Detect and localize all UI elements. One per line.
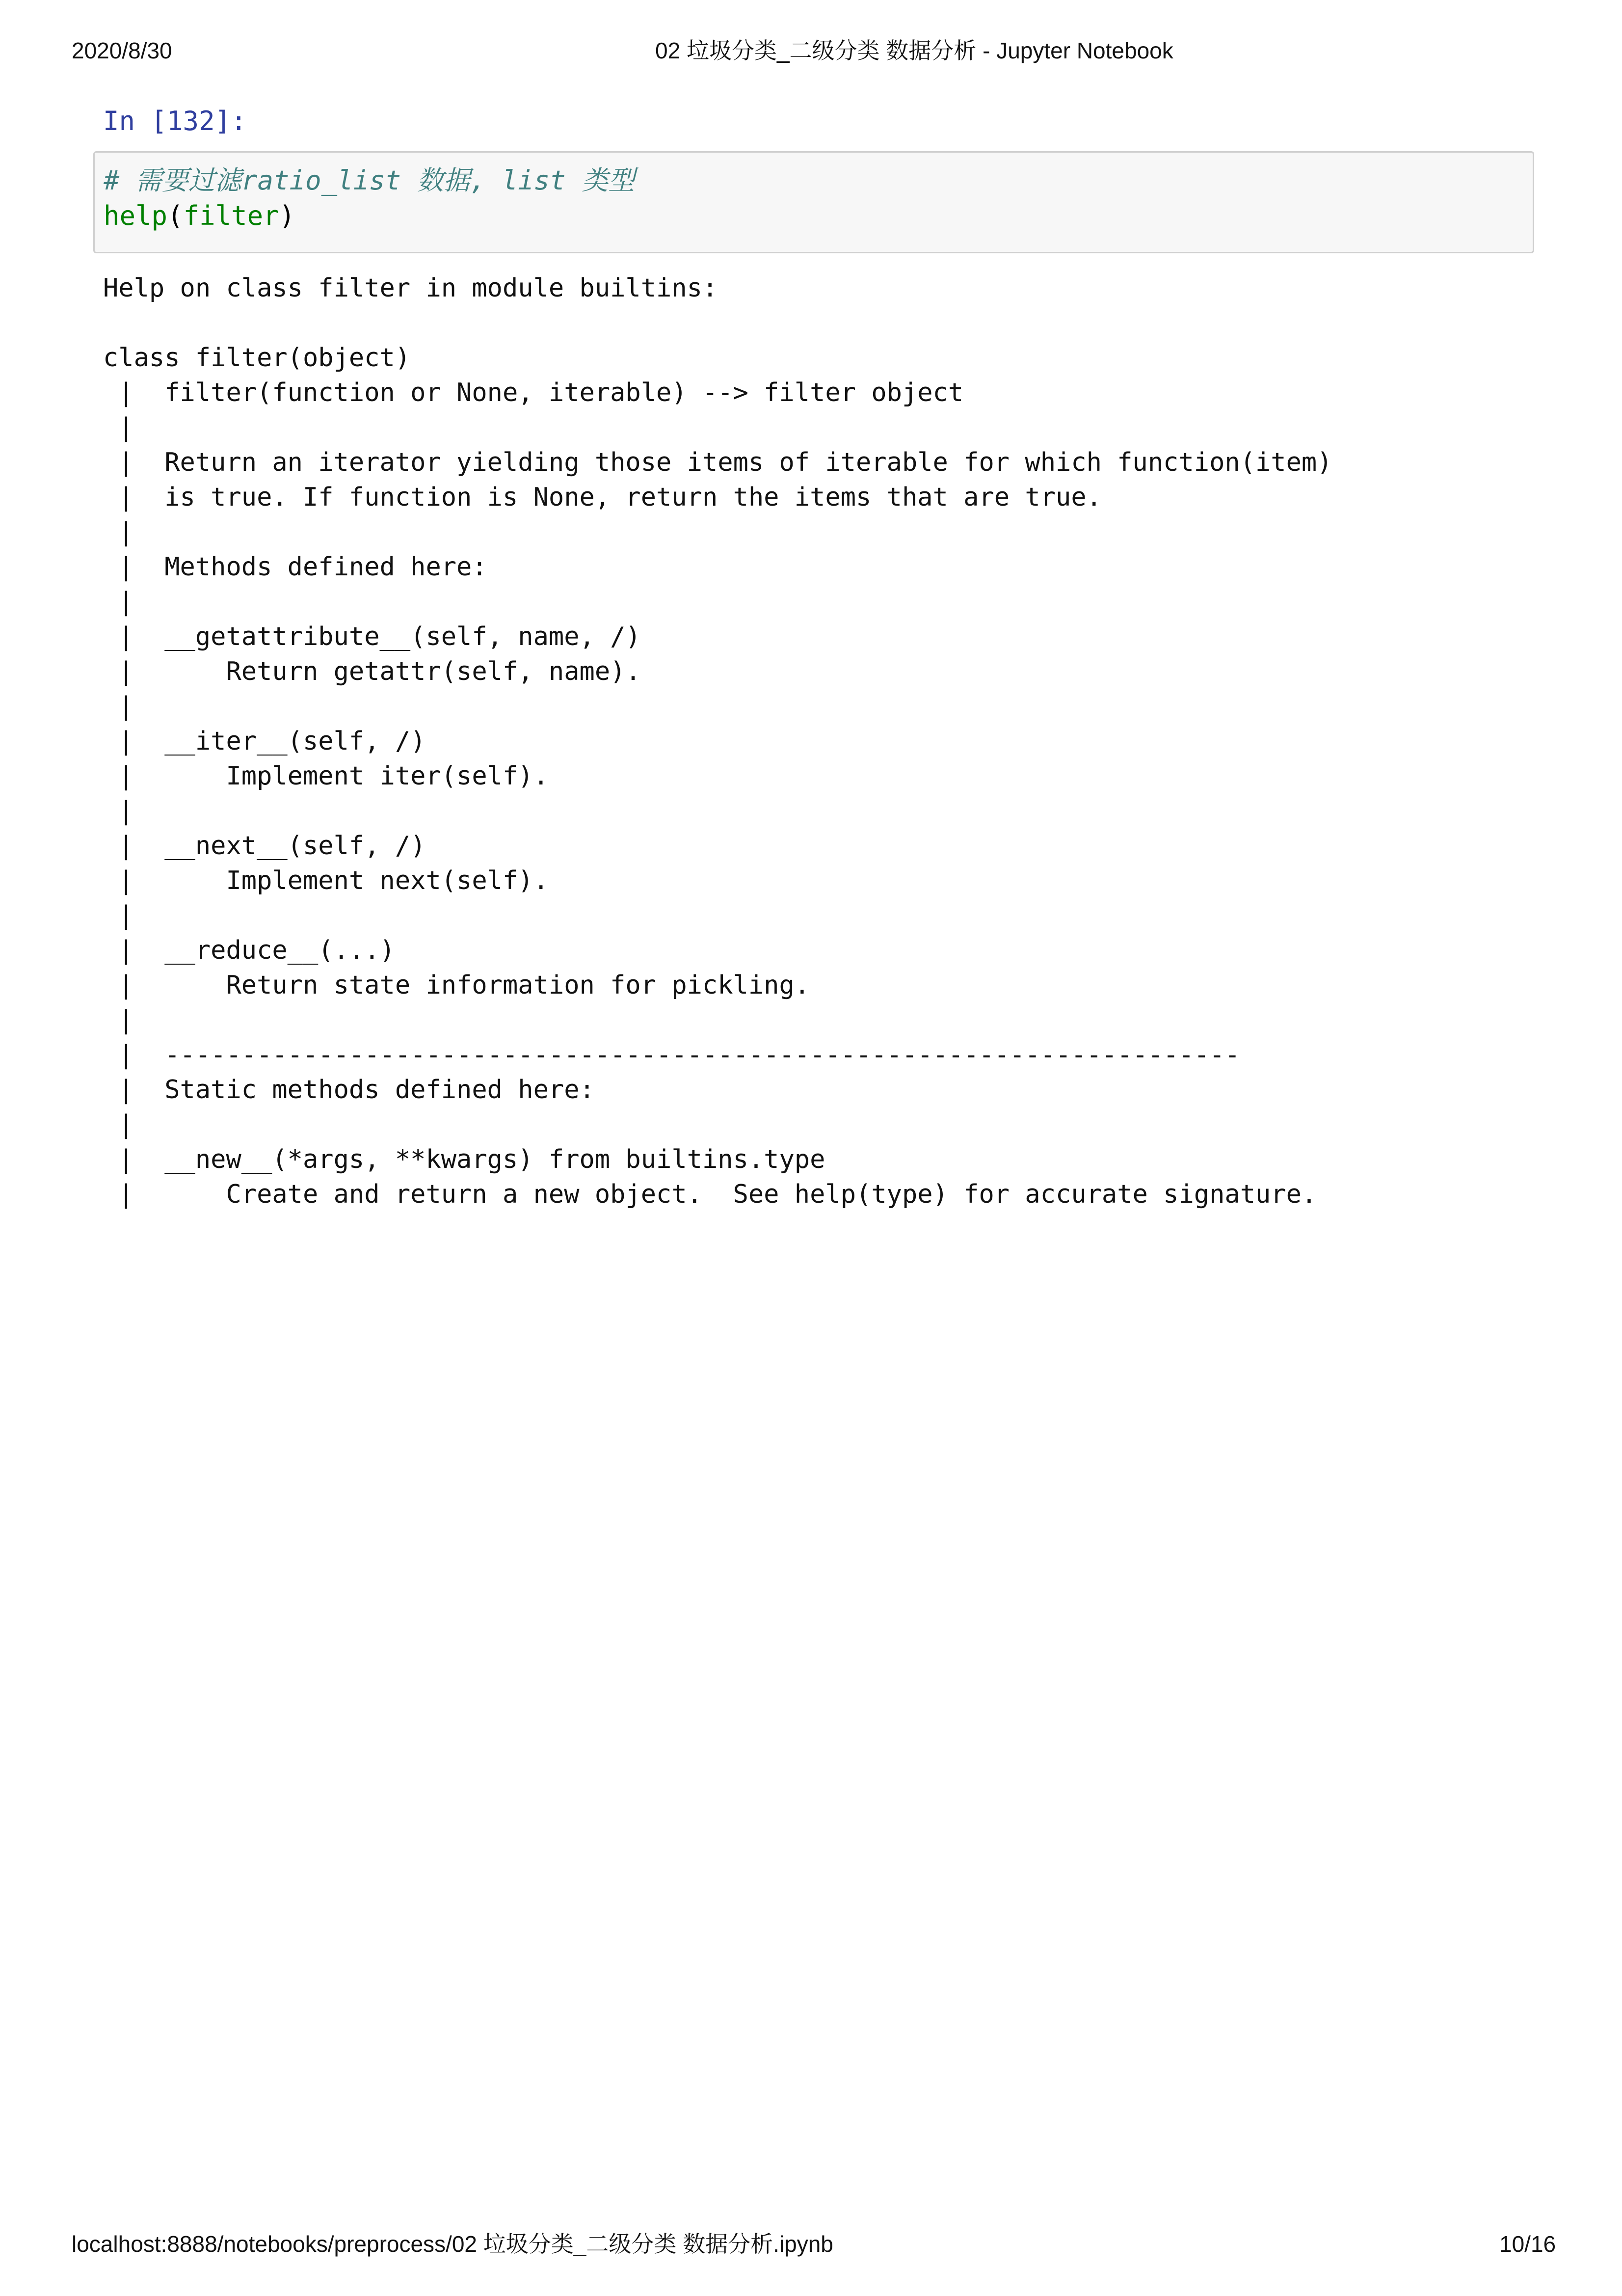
output-line: | __next__(self, /) [103,831,426,861]
output-line: | ---------------------------------------------------------------------- [103,1040,1240,1070]
output-line: | [103,1005,165,1035]
output-line: | Methods defined here: [103,552,487,582]
output-line: | [103,413,165,442]
output-line: | [103,692,165,721]
output-line: | Return getattr(self, name). [103,657,641,686]
output-line: | Implement iter(self). [103,761,549,791]
output-line: | is true. If function is None, return the items that are true. [103,483,1102,512]
code-paren-close: ) [279,200,295,231]
print-date: 2020/8/30 [72,38,172,63]
output-line: | [103,796,165,826]
output-line: | Create and return a new object. See help(type) for accurate signature. [103,1180,1317,1209]
page-number: 10/16 [1499,2231,1556,2257]
output-line: class filter(object) [103,343,411,373]
cell-output [103,271,1332,1212]
code-paren-open: ( [167,200,184,231]
code-line [104,200,295,231]
code-function: help [104,200,168,231]
output-line: Help on class filter in module builtins: [103,273,718,303]
page-title: 02 垃圾分类_二级分类 数据分析 - Jupyter Notebook [655,38,1173,63]
output-line: | Return state information for pickling. [103,971,810,1000]
code-cell-input[interactable] [93,151,1534,253]
page-url: localhost:8888/notebooks/preprocess/02 垃圾分类_二级分类 数据分析.ipynb [72,2231,833,2257]
output-line: | __new__(*args, **kwargs) from builtins.type [103,1145,825,1174]
output-line: | [103,587,165,617]
output-line: | __reduce__(...) [103,936,395,965]
output-line: | __getattribute__(self, name, /) [103,622,641,651]
output-line: | [103,901,165,930]
output-line: | Static methods defined here: [103,1075,595,1105]
output-line: | Implement next(self). [103,866,549,895]
output-line: | [103,1110,165,1139]
code-argument: filter [183,200,279,231]
output-line: | [103,517,165,547]
output-line: | Return an iterator yielding those items of iterable for which function(item) [103,448,1332,477]
cell-prompt: In [132]: [103,106,247,136]
code-comment: # 需要过滤ratio_list 数据, list 类型 [104,165,635,196]
output-line: | __iter__(self, /) [103,727,426,756]
output-line: | filter(function or None, iterable) --> filter object [103,378,964,407]
output-line [103,306,1332,341]
